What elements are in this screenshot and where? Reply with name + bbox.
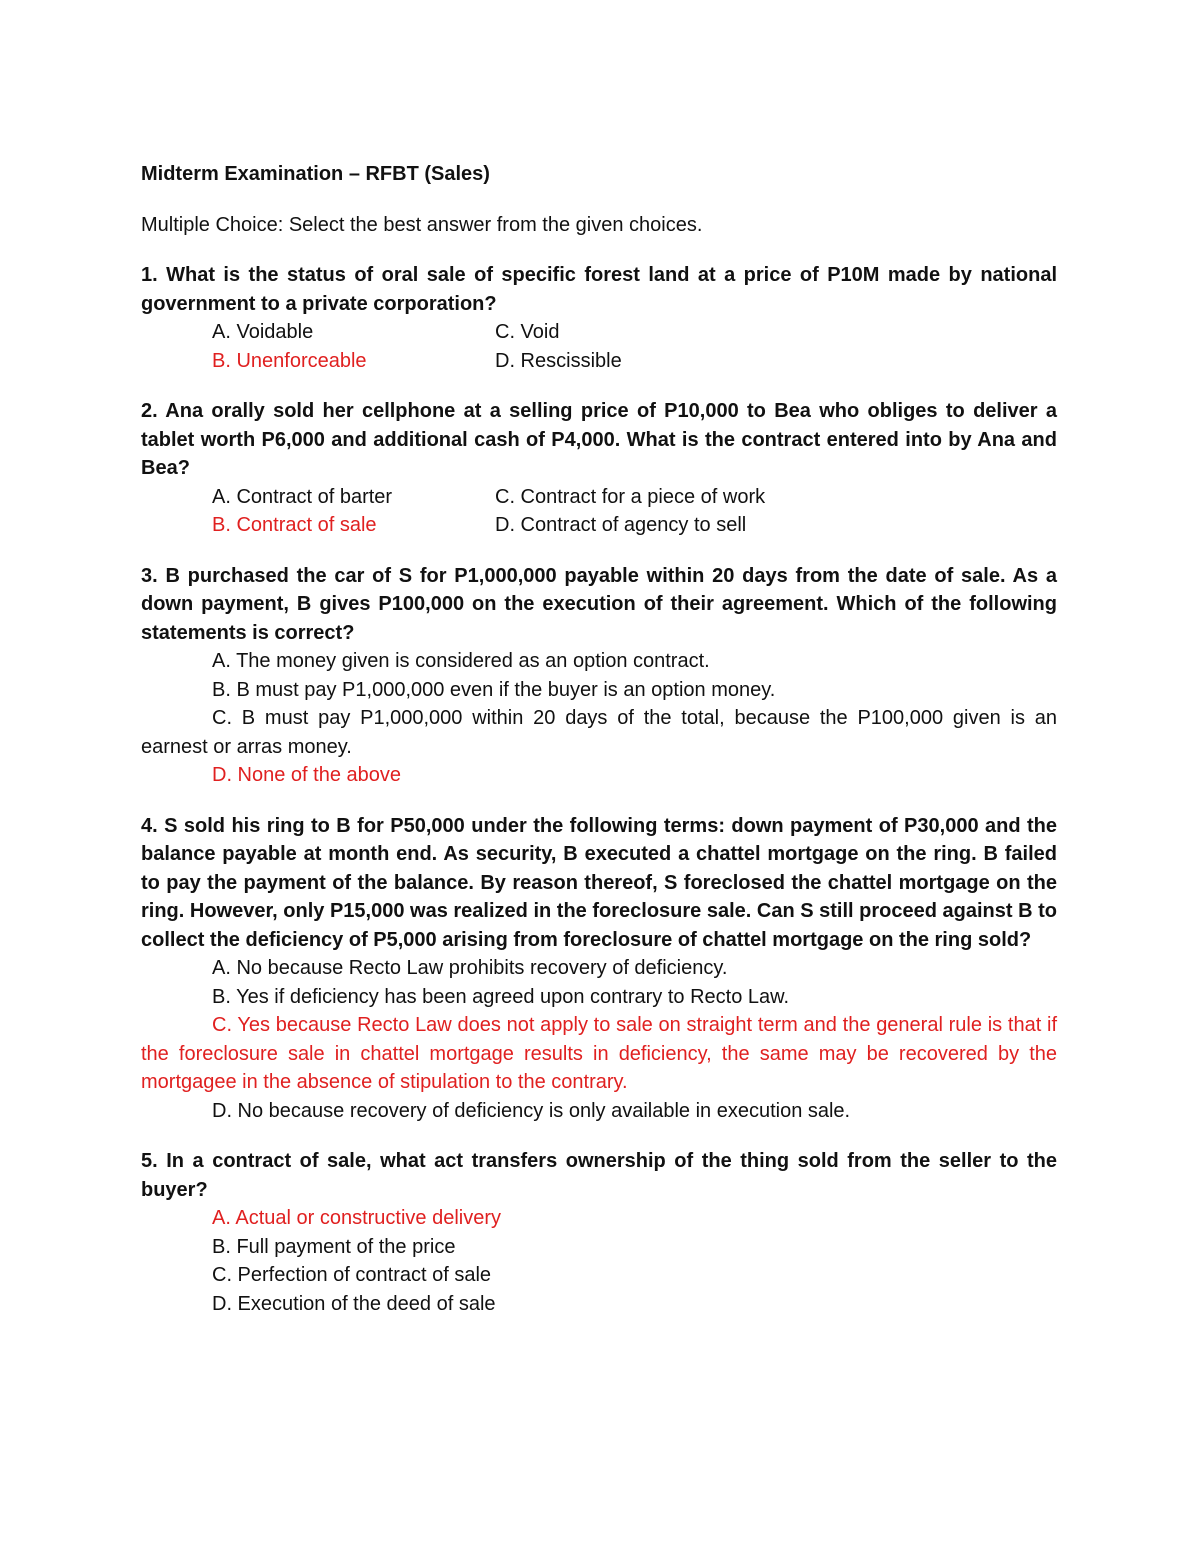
option-b: B. B must pay P1,000,000 even if the buyer is an option money. bbox=[212, 678, 776, 701]
page-title: Midterm Examination – RFBT (Sales) bbox=[141, 163, 490, 185]
option-c: C. Yes because Recto Law does not apply to sale on straight term and the general rule is that if the foreclosure sale in chattel mortgage results in deficiency, the same may be recovered by the mortgagee in the absence of stipulation to the contrary. bbox=[141, 1014, 1057, 1093]
option-a: A. No because Recto Law prohibits recovery of deficiency. bbox=[212, 957, 728, 979]
question-1 bbox=[141, 261, 1057, 375]
option-a: A. The money given is considered as an option contract. bbox=[212, 650, 710, 672]
option-b: B. Yes if deficiency has been agreed upon contrary to Recto Law. bbox=[212, 985, 790, 1008]
option-d: D. Execution of the deed of sale bbox=[212, 1292, 496, 1315]
option-a: A. Contract of barter bbox=[212, 485, 393, 508]
option-d: D. Rescissible bbox=[495, 349, 622, 372]
question-number: 2. bbox=[141, 400, 158, 422]
option-d: D. None of the above bbox=[212, 764, 402, 786]
instructions: Multiple Choice: Select the best answer from the given choices. bbox=[141, 213, 703, 236]
question-number: 3. bbox=[141, 564, 158, 587]
question-5 bbox=[141, 1147, 1057, 1318]
question-text bbox=[141, 397, 1057, 483]
option-d: D. No because recovery of deficiency is only available in execution sale. bbox=[212, 1099, 851, 1122]
question-body: Ana orally sold her cellphone at a selling price of P10,000 to Bea who obliges to deliver a tablet worth P6,000 and additional cash of P4,000. What is the contract entered into by Ana and Bea? bbox=[141, 400, 1057, 479]
question-3 bbox=[141, 562, 1057, 790]
option-c: C. Perfection of contract of sale bbox=[212, 1264, 492, 1286]
question-body: What is the status of oral sale of specific forest land at a price of P10M made by national government to a private corporation? bbox=[141, 264, 1057, 315]
question-text bbox=[141, 1147, 1057, 1204]
question-text bbox=[141, 562, 1057, 648]
options-grid bbox=[212, 318, 1057, 375]
exam-page bbox=[141, 160, 1057, 1340]
question-4 bbox=[141, 812, 1057, 1126]
question-number: 4. bbox=[141, 814, 158, 837]
question-text bbox=[141, 812, 1057, 955]
question-body: B purchased the car of S for P1,000,000 payable within 20 days from the date of sale. As a down payment, B gives P100,000 on the execution of their agreement. Which of the following statements is correct? bbox=[141, 564, 1057, 644]
option-b: B. Unenforceable bbox=[212, 349, 367, 372]
question-2 bbox=[141, 397, 1057, 540]
option-c: C. Contract for a piece of work bbox=[495, 485, 766, 508]
option-b: B. Full payment of the price bbox=[212, 1235, 456, 1258]
question-body: S sold his ring to B for P50,000 under the following terms: down payment of P30,000 and the balance payable at month end. As security, B executed a chattel mortgage on the ring. B failed to pay the payment of the balance. By reason thereof, S foreclosed the chattel mortgage on the ring. However, only P15,000 was realized in the foreclosure sale. Can S still proceed against B to collect the deficiency of P5,000 arising from foreclosure of chattel mortgage on the ring sold? bbox=[141, 814, 1057, 951]
question-body: In a contract of sale, what act transfers ownership of the thing sold from the seller to the buyer? bbox=[141, 1150, 1058, 1201]
question-number: 1. bbox=[141, 264, 158, 286]
option-a: A. Actual or constructive delivery bbox=[212, 1207, 502, 1229]
option-a: A. Voidable bbox=[212, 321, 314, 343]
options-grid bbox=[212, 483, 1057, 540]
option-c: C. B must pay P1,000,000 within 20 days of the total, because the P100,000 given is an earnest or arras money. bbox=[141, 707, 1057, 758]
option-d: D. Contract of agency to sell bbox=[495, 514, 747, 536]
question-text bbox=[141, 261, 1057, 318]
question-number: 5. bbox=[141, 1150, 158, 1172]
option-c: C. Void bbox=[495, 321, 560, 343]
option-b: B. Contract of sale bbox=[212, 514, 377, 536]
